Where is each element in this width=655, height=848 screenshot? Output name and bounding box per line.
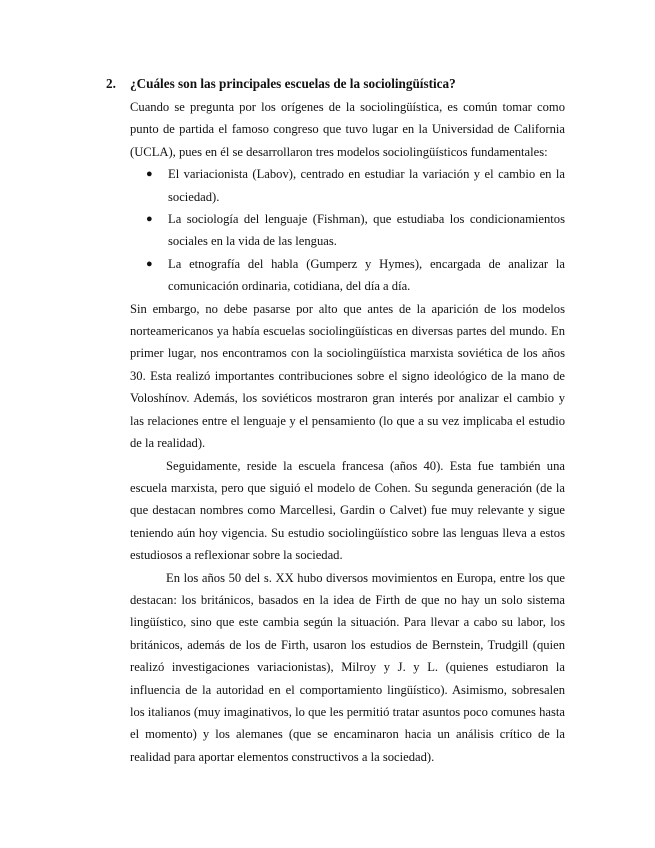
intro-paragraph: Cuando se pregunta por los orígenes de la sociolingüística, es común tomar como punto de partida el famoso congreso que tuvo lugar en la Universidad de California (UCLA), pues en él se desarrollaron tres modelos sociolingüísticos fundamentales: [130, 100, 565, 159]
section-body [130, 96, 565, 768]
section-heading [106, 74, 566, 93]
section-title: ¿Cuáles son las principales escuelas de la sociolingüística? [130, 76, 456, 91]
list-item [146, 208, 565, 253]
models-list [130, 163, 565, 297]
bullet-icon: ● [146, 213, 153, 226]
list-item-text: El variacionista (Labov), centrado en estudiar la variación y el cambio en la sociedad). [168, 167, 565, 204]
list-item [146, 253, 565, 298]
paragraph-european: En los años 50 del s. XX hubo diversos movimientos en Europa, entre los que destacan: los británicos, basados en la idea de Firth de que no hay un solo sistema lingüístico, sino que este cambia según la situación. Para llevar a cabo su labor, los británicos, además de los de Firth, usaron los estudios de Bernstein, Trudgill (quien realizó investigaciones variacionistas), Milroy y J. y L. (quienes estudiaron la influencia de la autoridad en el comportamiento lingüístico). Asimismo, sobresalen los italianos (muy imaginativos, lo que les permitió tratar asuntos poco comunes hasta el momento) y los alemanes (que se encaminaron hacia un análisis crítico de la realidad para aportar elementos constructivos a la sociedad). [130, 570, 565, 764]
paragraph-soviet: Sin embargo, no debe pasarse por alto que antes de la aparición de los modelos norteamericanos ya había escuelas sociolingüísticas en diversas partes del mundo. En primer lugar, nos encontramos con la sociolingüística marxista soviética de los años 30. Esta realizó importantes contribuciones sobre el signo ideológico de la mano de Voloshínov. Además, los soviéticos mostraron gran interés por analizar el cambio y las relaciones entre el lenguaje y el pensamiento (lo que a su vez implicaba el estudio de la realidad). [130, 301, 565, 451]
list-item [146, 163, 565, 208]
section-number: 2. [106, 76, 116, 91]
list-item-text: La sociología del lenguaje (Fishman), que estudiaba los condicionamientos sociales en la vida de las lenguas. [168, 212, 565, 249]
list-item-text: La etnografía del habla (Gumperz y Hymes), encargada de analizar la comunicación ordinaria, cotidiana, del día a día. [168, 256, 565, 294]
bullet-icon: ● [146, 257, 153, 270]
bullet-icon: ● [146, 168, 153, 181]
paragraph-french: Seguidamente, reside la escuela francesa (años 40). Esta fue también una escuela marxista, pero que siguió el modelo de Cohen. Su segunda generación (de la que destacan nombres como Marcellesi, Gardin o Calvet) fue muy relevante y sigue teniendo aún hoy vigencia. Su estudio sociolingüístico sobre las lenguas lleva a estos estudiosos a reflexionar sobre la sociedad. [130, 458, 565, 563]
